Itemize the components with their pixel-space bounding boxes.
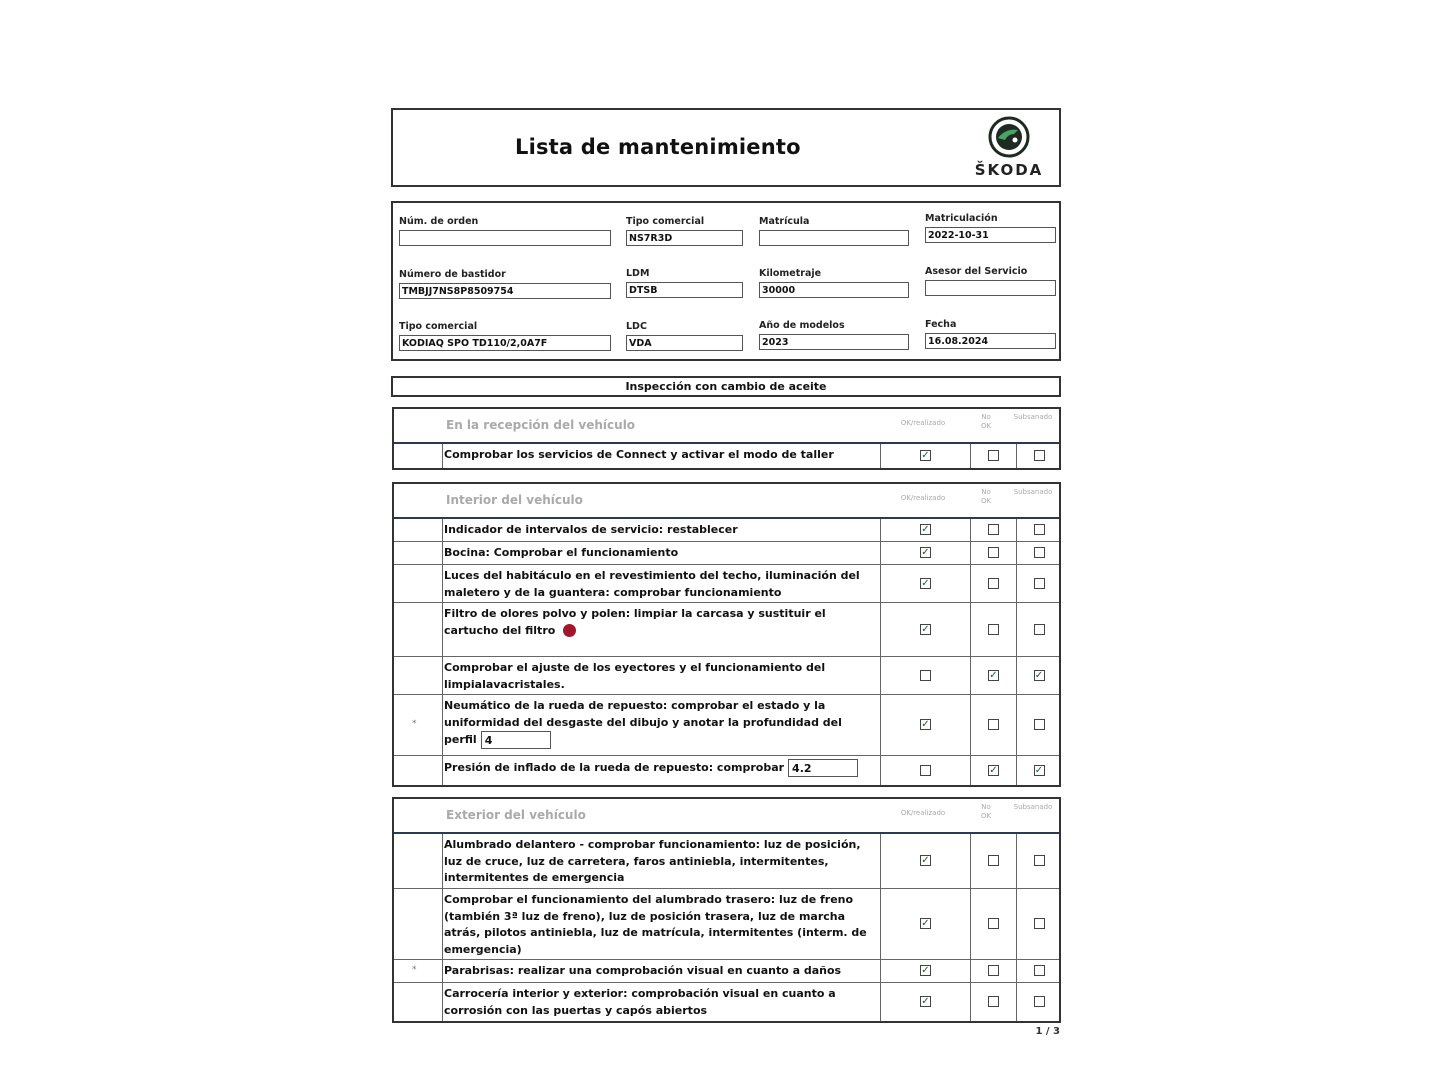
fixed-checkbox[interactable] xyxy=(1034,547,1045,558)
registration-date-field: Matriculación 2022-10-31 xyxy=(925,213,1056,243)
not-ok-checkbox-cell xyxy=(970,834,1017,888)
section-title: En la recepción del vehículo xyxy=(446,418,636,432)
ok-checkbox-cell xyxy=(880,983,971,1021)
not-ok-checkbox[interactable] xyxy=(988,719,999,730)
not-ok-checkbox[interactable] xyxy=(988,524,999,535)
col-nook-header: No OK xyxy=(980,803,992,820)
ok-checkbox[interactable]: ✓ xyxy=(921,450,930,461)
col-fixed-header: Subsanado xyxy=(1013,413,1053,421)
ok-checkbox-cell xyxy=(880,565,971,602)
ok-checkbox-cell xyxy=(880,960,971,982)
fixed-checkbox[interactable]: ✓ xyxy=(1034,669,1044,681)
checklist-row xyxy=(394,834,1059,888)
ok-checkbox-cell xyxy=(880,657,971,694)
fixed-checkbox-cell xyxy=(1016,444,1062,468)
row-marker-cell xyxy=(394,444,443,468)
ok-checkbox-cell xyxy=(880,695,971,755)
fixed-checkbox-cell xyxy=(1016,565,1062,602)
checklist-row xyxy=(394,888,1059,959)
not-ok-checkbox-cell xyxy=(970,444,1017,468)
date-field: Fecha 16.08.2024 xyxy=(925,319,1056,349)
brand-name: ŠKODA xyxy=(974,161,1044,179)
section-header xyxy=(394,409,1059,444)
ok-checkbox[interactable]: ✓ xyxy=(921,918,930,929)
fixed-checkbox-cell xyxy=(1016,960,1062,982)
checklist-item-text: Comprobar el funcionamiento del alumbrado trasero: luz de freno (también 3ª luz de freno), luz de posición trasera, luz de marcha atrás, pilotos antiniebla, luz de matrícula, intermitentes (interm. de emergencia) xyxy=(444,893,867,956)
not-ok-checkbox-cell xyxy=(970,519,1017,541)
ok-checkbox-cell xyxy=(880,603,971,656)
section-exterior xyxy=(392,797,1061,1023)
row-marker-cell xyxy=(394,756,443,785)
ok-checkbox[interactable]: ✓ xyxy=(921,577,930,589)
fixed-checkbox[interactable] xyxy=(1034,450,1045,461)
ok-checkbox-cell xyxy=(880,542,971,564)
fixed-checkbox-cell xyxy=(1016,519,1062,541)
section-header xyxy=(394,484,1059,519)
col-nook-header: No OK xyxy=(980,488,992,505)
row-marker-cell xyxy=(394,695,443,755)
service-advisor-field: Asesor del Servicio xyxy=(925,266,1056,296)
fixed-checkbox-cell xyxy=(1016,983,1062,1021)
checklist-item-text: Presión de inflado de la rueda de repuesto: comprobar 4.2 xyxy=(444,759,868,777)
checklist-row xyxy=(394,982,1059,1021)
col-ok-header: OK/realizado xyxy=(900,494,946,502)
measurement-input[interactable]: 4 xyxy=(481,731,551,749)
not-ok-checkbox-cell xyxy=(970,542,1017,564)
not-ok-checkbox[interactable] xyxy=(988,996,999,1007)
asterisk-icon: * xyxy=(412,719,417,729)
section-header xyxy=(394,799,1059,834)
red-dot-marker-icon xyxy=(563,624,576,637)
asterisk-icon: * xyxy=(412,965,417,975)
not-ok-checkbox-cell xyxy=(970,960,1017,982)
fixed-checkbox[interactable] xyxy=(1034,855,1045,866)
ok-checkbox-cell xyxy=(880,834,971,888)
row-marker-cell xyxy=(394,983,443,1021)
not-ok-checkbox-cell xyxy=(970,603,1017,656)
fixed-checkbox-cell xyxy=(1016,834,1062,888)
maintenance-sheet xyxy=(390,105,1062,1050)
checklist-row xyxy=(394,755,1059,785)
ok-checkbox-cell xyxy=(880,889,971,959)
checklist-item-text: Comprobar los servicios de Connect y activar el modo de taller xyxy=(444,448,834,461)
section-interior xyxy=(392,482,1061,787)
not-ok-checkbox[interactable] xyxy=(988,965,999,976)
mileage-field: Kilometraje 30000 xyxy=(759,268,909,298)
page-title: Lista de mantenimiento xyxy=(515,135,801,159)
ok-checkbox[interactable]: ✓ xyxy=(921,965,930,976)
col-ok-header: OK/realizado xyxy=(900,809,946,817)
ok-checkbox[interactable] xyxy=(920,765,931,776)
not-ok-checkbox-cell xyxy=(970,983,1017,1021)
not-ok-checkbox[interactable] xyxy=(988,918,999,929)
section-banner: Inspección con cambio de aceite xyxy=(391,376,1061,397)
fixed-checkbox[interactable]: ✓ xyxy=(1034,764,1044,776)
fixed-checkbox[interactable] xyxy=(1034,918,1045,929)
ok-checkbox[interactable] xyxy=(920,670,931,681)
ok-checkbox[interactable]: ✓ xyxy=(921,996,930,1007)
ok-checkbox-cell xyxy=(880,756,971,785)
ok-checkbox[interactable]: ✓ xyxy=(921,855,930,866)
not-ok-checkbox[interactable] xyxy=(988,578,999,589)
checklist-row xyxy=(394,959,1059,982)
not-ok-checkbox-cell xyxy=(970,756,1017,785)
ok-checkbox[interactable]: ✓ xyxy=(921,547,930,558)
not-ok-checkbox[interactable] xyxy=(988,624,999,635)
checklist-item-text: Neumático de la rueda de repuesto: comprobar el estado y la uniformidad del desgaste del dibujo y anotar la profundidad del perfil 4 xyxy=(444,699,842,747)
not-ok-checkbox[interactable]: ✓ xyxy=(989,764,998,776)
page-number: 1 / 3 xyxy=(1035,1026,1060,1037)
not-ok-checkbox-cell xyxy=(970,565,1017,602)
checklist-item-text: Carrocería interior y exterior: comprobación visual en cuanto a corrosión con las puertas y capós abiertos xyxy=(444,987,836,1017)
fixed-checkbox-cell xyxy=(1016,603,1062,656)
checklist-item-text: Parabrisas: realizar una comprobación visual en cuanto a daños xyxy=(444,964,842,977)
not-ok-checkbox[interactable] xyxy=(988,855,999,866)
col-fixed-header: Subsanado xyxy=(1013,488,1053,496)
fixed-checkbox[interactable] xyxy=(1034,524,1045,535)
fixed-checkbox-cell xyxy=(1016,695,1062,755)
skoda-logo xyxy=(969,116,1049,179)
fixed-checkbox[interactable] xyxy=(1034,996,1045,1007)
fixed-checkbox[interactable] xyxy=(1034,719,1045,730)
checklist-item-text: Indicador de intervalos de servicio: restablecer xyxy=(444,523,738,536)
col-ok-header: OK/realizado xyxy=(900,419,946,427)
fixed-checkbox[interactable] xyxy=(1034,578,1045,589)
row-marker-cell xyxy=(394,542,443,564)
checklist-item-text: Bocina: Comprobar el funcionamiento xyxy=(444,546,679,559)
section-title: Interior del vehículo xyxy=(446,493,583,507)
ldc-field: LDC VDA xyxy=(626,321,743,351)
checklist-row xyxy=(394,444,1059,468)
col-nook-header: No OK xyxy=(980,413,992,430)
skoda-arrow-icon xyxy=(988,116,1030,158)
fixed-checkbox-cell xyxy=(1016,657,1062,694)
model-year-field: Año de modelos 2023 xyxy=(759,320,909,350)
vin-field: Número de bastidor TMBJJ7NS8P8509754 xyxy=(399,269,611,299)
checklist-item-text: Alumbrado delantero - comprobar funcionamiento: luz de posición, luz de cruce, luz de carretera, faros antiniebla, intermitentes, intermitentes de emergencia xyxy=(444,838,861,884)
row-marker-cell xyxy=(394,519,443,541)
checklist-row xyxy=(394,656,1059,694)
measurement-input[interactable]: 4.2 xyxy=(788,759,858,777)
checklist-row xyxy=(394,694,1059,755)
fixed-checkbox-cell xyxy=(1016,889,1062,959)
checklist-row xyxy=(394,519,1059,541)
ldm-field: LDM DTSB xyxy=(626,268,743,298)
checklist-item-text: Filtro de olores polvo y polen: limpiar la carcasa y sustituir el cartucho del filtro xyxy=(444,607,826,637)
checklist-row xyxy=(394,541,1059,564)
fixed-checkbox[interactable] xyxy=(1034,965,1045,976)
row-marker-cell xyxy=(394,834,443,888)
fixed-checkbox-cell xyxy=(1016,542,1062,564)
section-title: Exterior del vehículo xyxy=(446,808,586,822)
ok-checkbox-cell xyxy=(880,444,971,468)
header-box xyxy=(391,108,1061,187)
order-number-field: Núm. de orden xyxy=(399,216,611,246)
fixed-checkbox[interactable] xyxy=(1034,624,1045,635)
fixed-checkbox-cell xyxy=(1016,756,1062,785)
ok-checkbox[interactable]: ✓ xyxy=(921,719,930,730)
row-marker-cell xyxy=(394,889,443,959)
row-marker-cell xyxy=(394,960,443,982)
not-ok-checkbox[interactable] xyxy=(988,547,999,558)
col-fixed-header: Subsanado xyxy=(1013,803,1053,811)
row-marker-cell xyxy=(394,565,443,602)
ok-checkbox[interactable]: ✓ xyxy=(921,623,930,635)
vehicle-info-box xyxy=(391,201,1061,361)
section-reception xyxy=(392,407,1061,470)
row-marker-cell xyxy=(394,657,443,694)
commercial-type-field: Tipo comercial KODIAQ SPO TD110/2,0A7F xyxy=(399,321,611,351)
checklist-item-text: Comprobar el ajuste de los eyectores y el funcionamiento del limpialavacristales. xyxy=(444,661,826,691)
ok-checkbox-cell xyxy=(880,519,971,541)
checklist-item-text: Luces del habitáculo en el revestimiento del techo, iluminación del maletero y de la guantera: comprobar funcionamiento xyxy=(444,569,860,599)
plate-field: Matrícula xyxy=(759,216,909,246)
not-ok-checkbox-cell xyxy=(970,889,1017,959)
not-ok-checkbox-cell xyxy=(970,657,1017,694)
checklist-row xyxy=(394,564,1059,602)
not-ok-checkbox[interactable]: ✓ xyxy=(989,669,998,681)
commercial-type-code-field: Tipo comercial NS7R3D xyxy=(626,216,743,246)
not-ok-checkbox[interactable] xyxy=(988,450,999,461)
not-ok-checkbox-cell xyxy=(970,695,1017,755)
row-marker-cell xyxy=(394,603,443,656)
ok-checkbox[interactable]: ✓ xyxy=(921,524,930,535)
checklist-row xyxy=(394,602,1059,656)
